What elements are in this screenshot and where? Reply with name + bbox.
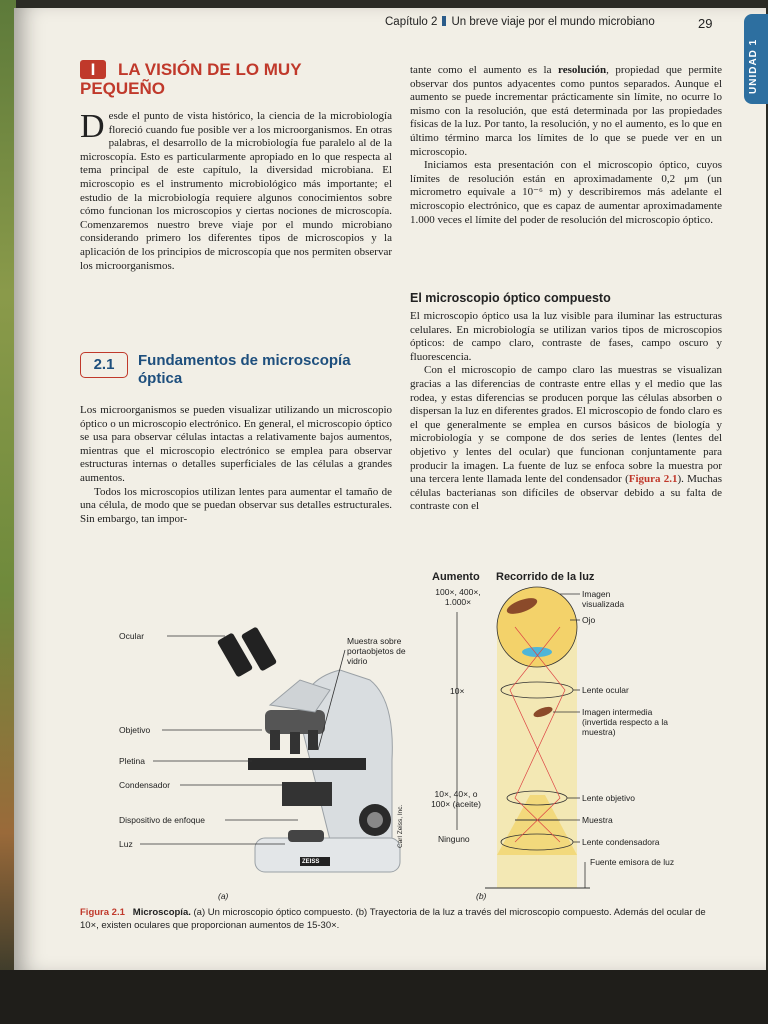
label-ocular: Ocular (119, 631, 145, 641)
intro-text: esde el punto de vista histórico, la ciencia de la microbiología floreció cuando fue posible ver a los microorganismos. En otras palabras, el desarrollo de la microbiología fue paralelo al de la microscopía. Esto es particularmente apropiado en lo que respecta al tema principal de este capítulo, la diversidad microbiana. El microscopio es el instrumento microbiológico más importante; el estudio de la microbiología requiere algunos conocimientos sobre cómo funcionan los microscopios y ciertas nociones de microscopía. Comenzaremos nuestro breve viaje por el mundo microbiano considerando primero los diferentes tipos de microscopios y la aplicación de los principios de microscopía que nos permiten observar los microorganismos. (80, 110, 392, 272)
light-path-diagram (485, 587, 590, 888)
mag-ocular: 10× (450, 686, 465, 696)
label-luz: Luz (119, 839, 133, 849)
section-number: I (80, 60, 106, 79)
part-b-label: (b) (476, 891, 487, 901)
paragraph: El microscopio óptico usa la luz visible para iluminar las estructuras celulares. En microbiología se utilizan varios tipos de microscopios ópticos: de campo claro, contraste de fases, campo oscuro y fluorescencia. (410, 310, 722, 363)
paragraph: Iniciamos esta presentación con el microscopio óptico, cuyos límites de resolución están en aproximadamente 0,2 μm (un micrometro equivale a 10⁻⁶ m) y describiremos más adelante el microscopio electrónico, que es capaz de aumentar aproximadamente 1.000 veces el límite del poder de resolución del microscopio óptico. (410, 159, 722, 226)
label-light-source: Fuente emisora de luz (590, 857, 675, 867)
heading-compound-microscope: El microscopio óptico compuesto (410, 291, 611, 305)
caption-text: (a) Un microscopio óptico compuesto. (b) Trayectoria de la luz a través del microscopio compuesto. Además del ocular de 10×, existen oculares que proporcionan aumentos de 15-30×. (80, 907, 706, 931)
mag-none: Ninguno (438, 834, 470, 844)
subsection-title: Fundamentos de microscopía óptica (138, 352, 351, 387)
subsection-number: 2.1 (80, 352, 128, 378)
figure-caption (80, 907, 720, 932)
paragraph-start: Con el microscopio de campo claro las muestras se visualizan gracias a las diferencias de contraste entre ellas y el medio que las rodea, y estas diferencias se producen porque las células absorben o dispersan la luz en diferentes grados. El microscopio de fondo claro es el que generalmente se emplea en cursos básicos de biología y microbiología y se compone de dos series de lentes (lentes del objetivo y lentes del ocular) que funcionan conjuntamente para producir la imagen. La fuente de luz se enfoca sobre la muestra por una tercera lente llamada lente del condensador ( (410, 364, 722, 486)
photo-credit: Carl Zeiss, Inc. (397, 804, 404, 848)
figure-reference: Figura 2.1 (628, 473, 678, 486)
label-ocular-lens: Lente ocular (582, 685, 629, 695)
caption-title: Microscopía. (132, 907, 191, 918)
unit-tab-label: UNIDAD 1 (748, 38, 759, 94)
brand-text: ZEISS (302, 859, 320, 865)
stage (248, 758, 366, 770)
light-source (288, 830, 324, 842)
paragraph-start: tante como el aumento es la (410, 64, 559, 76)
label-sample: Muestra sobre portaobjetos de vidrio (347, 636, 406, 666)
label-viewed-image: Imagen visualizada (582, 589, 625, 609)
label-specimen: Muestra (582, 815, 613, 825)
section-title-text: LA VISIÓN DE LO MUY PEQUEÑO (80, 60, 302, 98)
part-a-label: (a) (218, 891, 229, 901)
label-objetivo: Objetivo (119, 725, 151, 735)
chapter-label: Capítulo 2 (385, 16, 438, 28)
chapter-title: Un breve viaje por el mundo microbiano (451, 16, 655, 28)
drop-cap: D (80, 108, 105, 145)
label-focus-device: Dispositivo de enfoque (119, 815, 206, 825)
magnification-heading: Aumento (432, 571, 480, 583)
label-objective-lens: Lente objetivo (582, 793, 635, 803)
mag-total: 100×, 400×, 1.000× (435, 587, 481, 607)
paragraph-end: , propiedad que permite observar dos puntos adyacentes como puntos separados. Aunque el aumento se puede incrementar prácticamente sin límite, no ocurre lo mismo con la resolución, que está determinada por las propiedades físicas de la luz. Por tanto, la resolución, y no el aumento, es lo que en último término marca los límites de lo que se puede ver en un microscopio. (410, 64, 722, 158)
label-condensador: Condensador (119, 780, 171, 790)
paragraph-end: ). Muchas células bacterianas son difíciles de observar debido a su falta de contraste con el (410, 473, 722, 513)
paragraph: Los microorganismos se pueden visualizar utilizando un microscopio óptico o un microscopio electrónico. En general, el microscopio óptico se usa para observar células intactas a relativamente bajos aumentos, mientras que el microscopio electrónico se emplea para observar estructuras internas o detalles superficiales de las células a grandes aumentos. (80, 404, 392, 484)
label-pletina: Pletina (119, 756, 145, 766)
condenser (282, 782, 332, 806)
caption-figure-number: Figura 2.1 (80, 907, 125, 918)
label-intermediate-image: Imagen intermedia (invertida respecto a la muestra) (582, 707, 668, 737)
label-condenser-lens: Lente condensadora (582, 837, 660, 847)
mag-objective: 10×, 40×, o 100× (aceite) (431, 789, 481, 809)
term-resolution: resolución (558, 64, 607, 76)
page-number: 29 (698, 16, 713, 31)
label-eye: Ojo (582, 615, 596, 625)
paragraph: Todos los microscopios utilizan lentes para aumentar el tamaño de una célula, de modo que se puedan observar sus detalles estructurales. Sin embargo, tan impor- (80, 485, 392, 525)
light-path-heading: Recorrido de la luz (496, 571, 595, 583)
